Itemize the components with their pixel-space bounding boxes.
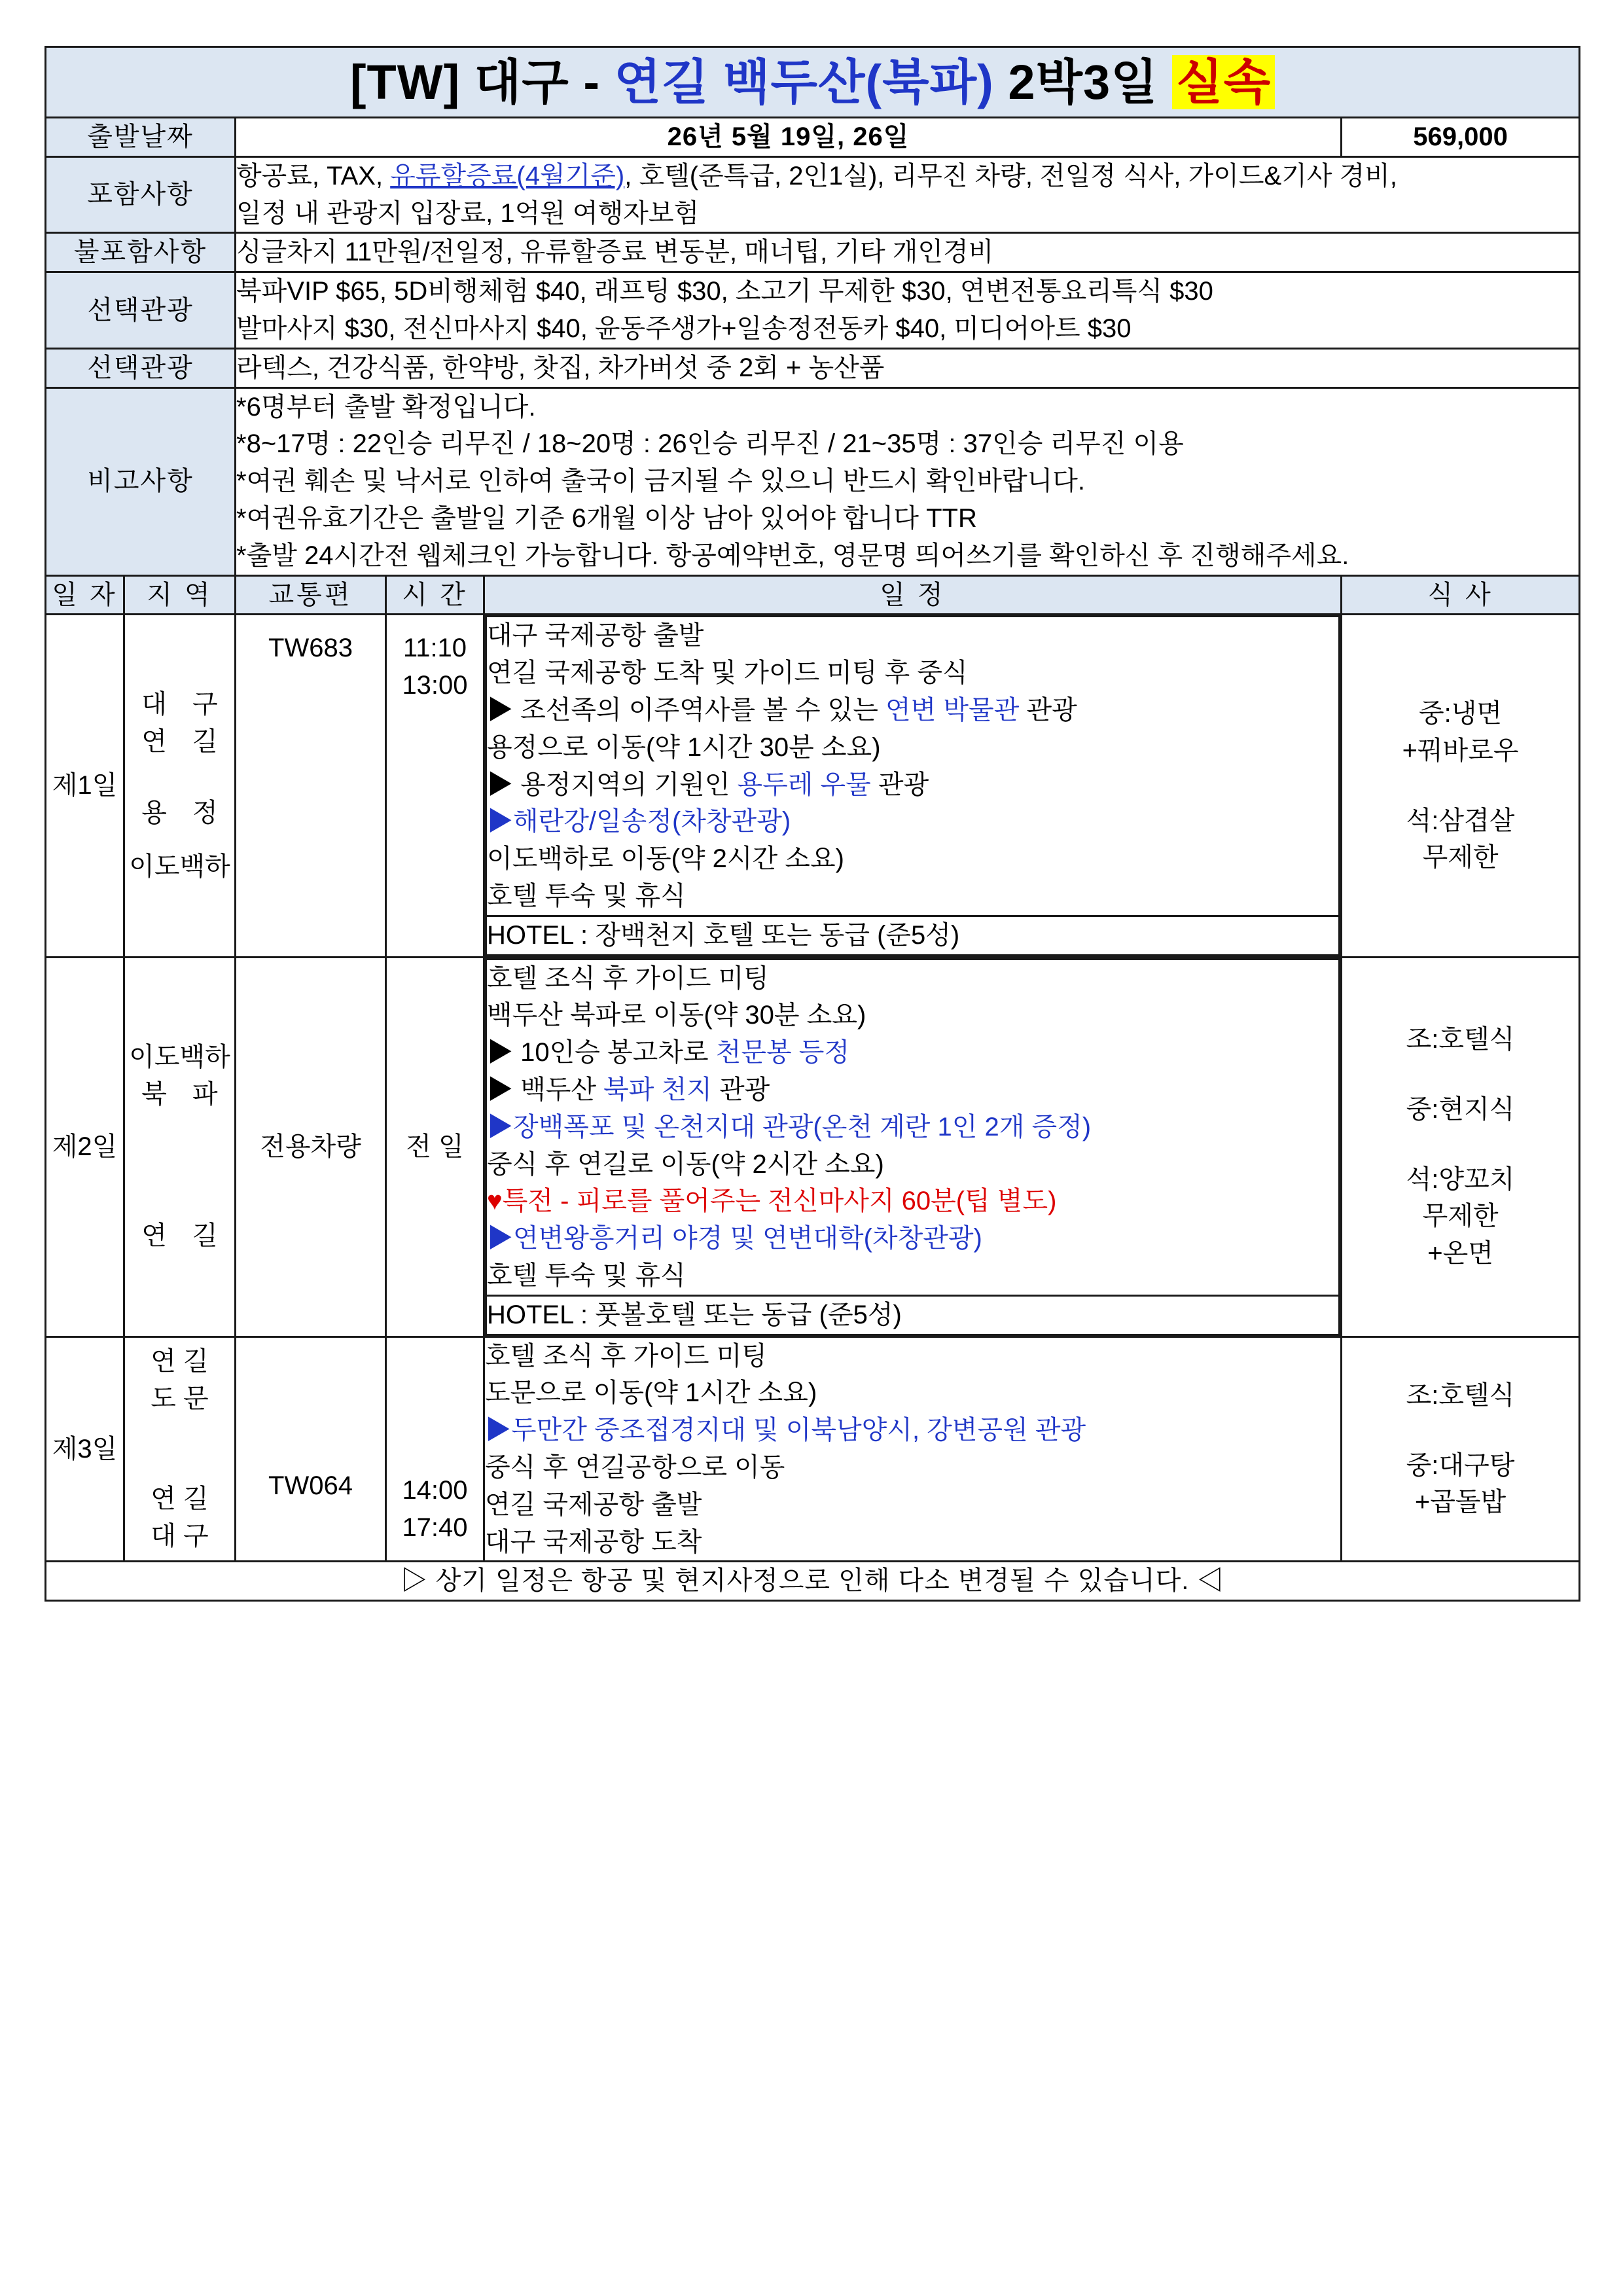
meal-item: 무제한 bbox=[1422, 1202, 1499, 1231]
itinerary-item: 이도백하로 이동(약 2시간 소요) bbox=[487, 844, 844, 874]
meal-item: 조:호텔식 bbox=[1406, 1025, 1515, 1054]
remark-row bbox=[46, 387, 1580, 575]
itinerary-items bbox=[486, 617, 1340, 916]
transport-value: TW683 bbox=[236, 615, 386, 957]
meal-item: +온면 bbox=[1427, 1239, 1493, 1268]
itinerary-item: ▶ 10인승 봉고차로 천문봉 등정 bbox=[487, 1038, 850, 1067]
itinerary-item: 연길 국제공항 도착 및 가이드 미팅 후 중식 bbox=[487, 658, 968, 688]
option-row-1 bbox=[46, 272, 1580, 349]
region-item: 연 길 bbox=[141, 726, 227, 756]
day-label: 제1일 bbox=[46, 615, 124, 957]
remark-label: 비고사항 bbox=[46, 387, 236, 575]
hotel-info: HOTEL : 풋볼호텔 또는 동급 (준5성) bbox=[486, 1295, 1340, 1335]
schedule-row-day2 bbox=[46, 957, 1580, 1336]
itinerary-items bbox=[486, 959, 1340, 1295]
day-label: 제2일 bbox=[46, 957, 124, 1336]
itinerary-cell bbox=[484, 615, 1342, 957]
include-pre: 항공료, TAX, bbox=[236, 161, 391, 190]
col-header-region: 지 역 bbox=[124, 575, 236, 615]
region-item: 대 구 bbox=[141, 689, 227, 719]
option1-line2: 발마사지 $30, 전신마사지 $40, 윤동주생가+일송정전동카 $40, 미디어아트 $30 bbox=[236, 314, 1132, 344]
include-surcharge-link[interactable]: 유류할증료(4월기준) bbox=[390, 161, 625, 190]
region-item: 연 길 bbox=[141, 1221, 227, 1251]
col-header-meal: 식 사 bbox=[1342, 575, 1580, 615]
option2-label: 선택관광 bbox=[46, 348, 236, 387]
itinerary-item: 중식 후 연길로 이동(약 2시간 소요) bbox=[487, 1149, 884, 1179]
itinerary-item: 대구 국제공항 도착 bbox=[485, 1527, 702, 1556]
option-row-2 bbox=[46, 348, 1580, 387]
include-value bbox=[236, 156, 1580, 233]
transport-value: 전용차량 bbox=[236, 957, 386, 1336]
col-header-date: 일 자 bbox=[46, 575, 124, 615]
meal-item: 중:냉면 bbox=[1419, 698, 1503, 728]
footer-row bbox=[46, 1562, 1580, 1601]
meal-item: 석:삼겹살 bbox=[1406, 806, 1515, 835]
itinerary-item: ▶ 조선족의 이주역사를 볼 수 있는 연변 박물관 관광 bbox=[487, 696, 1077, 725]
itinerary-item: 호텔 조식 후 가이드 미팅 bbox=[487, 963, 769, 993]
time-item: 13:00 bbox=[402, 671, 468, 700]
departure-label: 출발날짜 bbox=[46, 118, 236, 157]
itinerary-item: ♥특전 - 피로를 풀어주는 전신마사지 60분(팁 별도) bbox=[487, 1187, 1057, 1216]
region-item: 대 구 bbox=[151, 1521, 209, 1551]
itinerary-item: 연길 국제공항 출발 bbox=[485, 1490, 702, 1519]
region-item: 도 문 bbox=[151, 1384, 209, 1414]
time-list bbox=[386, 615, 484, 957]
title-row bbox=[46, 47, 1580, 118]
time-item: 11:10 bbox=[402, 634, 467, 663]
title-cell bbox=[46, 47, 1580, 118]
itinerary-item: ▶ 백두산 북파 천지 관광 bbox=[487, 1075, 770, 1104]
title-highlight: 실속 bbox=[1172, 55, 1275, 109]
hotel-info: HOTEL : 장백천지 호텔 또는 동급 (준5성) bbox=[486, 916, 1340, 955]
exclude-label: 불포함사항 bbox=[46, 233, 236, 272]
meal-item: 석:양꼬치 bbox=[1406, 1164, 1515, 1194]
footer-note: ▷ 상기 일정은 항공 및 현지사정으로 인해 다소 변경될 수 있습니다. ◁ bbox=[46, 1562, 1580, 1601]
itinerary-item: 호텔 조식 후 가이드 미팅 bbox=[485, 1341, 767, 1371]
region-item: 용 정 bbox=[141, 798, 227, 827]
region-item: 연 길 bbox=[151, 1347, 209, 1376]
schedule-row-day3 bbox=[46, 1336, 1580, 1562]
include-line2: 일정 내 관광지 입장료, 1억원 여행자보험 bbox=[236, 198, 700, 228]
option2-value: 라텍스, 건강식품, 한약방, 찻집, 차가버섯 중 2회 + 농산품 bbox=[236, 348, 1580, 387]
meal-list bbox=[1342, 1336, 1580, 1562]
remark-line: *8~17명 : 22인승 리무진 / 18~20명 : 26인승 리무진 / 21~35명 : 37인승 리무진 이용 bbox=[236, 429, 1184, 459]
region-item: 북 파 bbox=[141, 1079, 227, 1109]
option1-label: 선택관광 bbox=[46, 272, 236, 349]
schedule-row-day1 bbox=[46, 615, 1580, 957]
title-part1: [TW] 대구 - bbox=[349, 55, 615, 109]
transport-value: TW064 bbox=[236, 1336, 386, 1562]
title-part2: 연길 백두산(북파) bbox=[614, 55, 994, 109]
remark-line: *6명부터 출발 확정입니다. bbox=[236, 392, 536, 422]
itinerary-item: ▶ 용정지역의 기원인 용두레 우물 관광 bbox=[487, 770, 929, 799]
col-header-time: 시 간 bbox=[386, 575, 484, 615]
itinerary-item: 호텔 투숙 및 휴식 bbox=[487, 1261, 686, 1290]
departure-row bbox=[46, 118, 1580, 157]
include-label: 포함사항 bbox=[46, 156, 236, 233]
time-item: 17:40 bbox=[402, 1513, 468, 1542]
region-item: 이도백하 bbox=[129, 1042, 230, 1071]
day-label: 제3일 bbox=[46, 1336, 124, 1562]
remark-value bbox=[236, 387, 1580, 575]
itinerary-cell bbox=[484, 957, 1342, 1336]
include-row bbox=[46, 156, 1580, 233]
tour-itinerary-table bbox=[45, 46, 1580, 1602]
itinerary-item: 백두산 북파로 이동(약 30분 소요) bbox=[487, 1001, 866, 1030]
remark-line: *출발 24시간전 웹체크인 가능합니다. 항공예약번호, 영문명 띄어쓰기를 확인하신 후 진행해주세요. bbox=[236, 541, 1349, 570]
time-list bbox=[386, 1336, 484, 1562]
meal-item: +꿔바로우 bbox=[1402, 736, 1519, 765]
price-value: 569,000 bbox=[1342, 118, 1580, 157]
col-header-itinerary: 일 정 bbox=[484, 575, 1342, 615]
meal-item: 무제한 bbox=[1422, 843, 1499, 872]
itinerary-items bbox=[484, 1336, 1342, 1562]
itinerary-item: 중식 후 연길공항으로 이동 bbox=[485, 1452, 785, 1482]
time-item: 14:00 bbox=[402, 1475, 468, 1505]
region-list bbox=[124, 1336, 236, 1562]
time-item: 전 일 bbox=[406, 1132, 464, 1161]
time-list bbox=[386, 957, 484, 1336]
itinerary-item: ▶해란강/일송정(차창관광) bbox=[487, 807, 791, 836]
exclude-value: 싱글차지 11만원/전일정, 유류할증료 변동분, 매너팁, 기타 개인경비 bbox=[236, 233, 1580, 272]
title-part3: 2박3일 bbox=[993, 55, 1173, 109]
meal-list bbox=[1342, 615, 1580, 957]
region-item: 연 길 bbox=[151, 1484, 209, 1513]
region-list bbox=[124, 957, 236, 1336]
include-post: , 호텔(준특급, 2인1실), 리무진 차량, 전일정 식사, 가이드&기사 경비, bbox=[624, 161, 1397, 190]
itinerary-item: ▶장백폭포 및 온천지대 관광(온천 계란 1인 2개 증정) bbox=[487, 1112, 1092, 1141]
itinerary-item: 도문으로 이동(약 1시간 소요) bbox=[485, 1378, 817, 1408]
meal-item: 조:호텔식 bbox=[1406, 1380, 1515, 1410]
option1-line1: 북파VIP $65, 5D비행체험 $40, 래프팅 $30, 소고기 무제한 $30, 연변전통요리특식 $30 bbox=[236, 277, 1213, 306]
meal-item: 중:현지식 bbox=[1406, 1094, 1515, 1124]
itinerary-item: 대구 국제공항 출발 bbox=[487, 621, 704, 651]
option1-value bbox=[236, 272, 1580, 349]
remark-line: *여권 훼손 및 낙서로 인하여 출국이 금지될 수 있으니 반드시 확인바랍니다. bbox=[236, 467, 1086, 496]
itinerary-item: 호텔 투숙 및 휴식 bbox=[487, 882, 686, 911]
region-item: 이도백하 bbox=[129, 852, 230, 882]
remark-line: *여권유효기간은 출발일 기준 6개월 이상 남아 있어야 합니다 TTR bbox=[236, 504, 977, 533]
departure-date-value: 26년 5월 19일, 26일 bbox=[236, 118, 1342, 157]
meal-item: 중:대구탕 bbox=[1406, 1450, 1515, 1480]
itinerary-item: ▶연변왕흥거리 야경 및 연변대학(차창관광) bbox=[487, 1224, 982, 1253]
schedule-header-row bbox=[46, 575, 1580, 615]
meal-list bbox=[1342, 957, 1580, 1336]
region-list bbox=[124, 615, 236, 957]
col-header-transport: 교통편 bbox=[236, 575, 386, 615]
meal-item: +곱돌밥 bbox=[1414, 1488, 1507, 1517]
itinerary-item: 용정으로 이동(약 1시간 30분 소요) bbox=[487, 732, 881, 762]
exclude-row bbox=[46, 233, 1580, 272]
itinerary-item: ▶두만간 중조접경지대 및 이북남양시, 강변공원 관광 bbox=[485, 1416, 1086, 1445]
